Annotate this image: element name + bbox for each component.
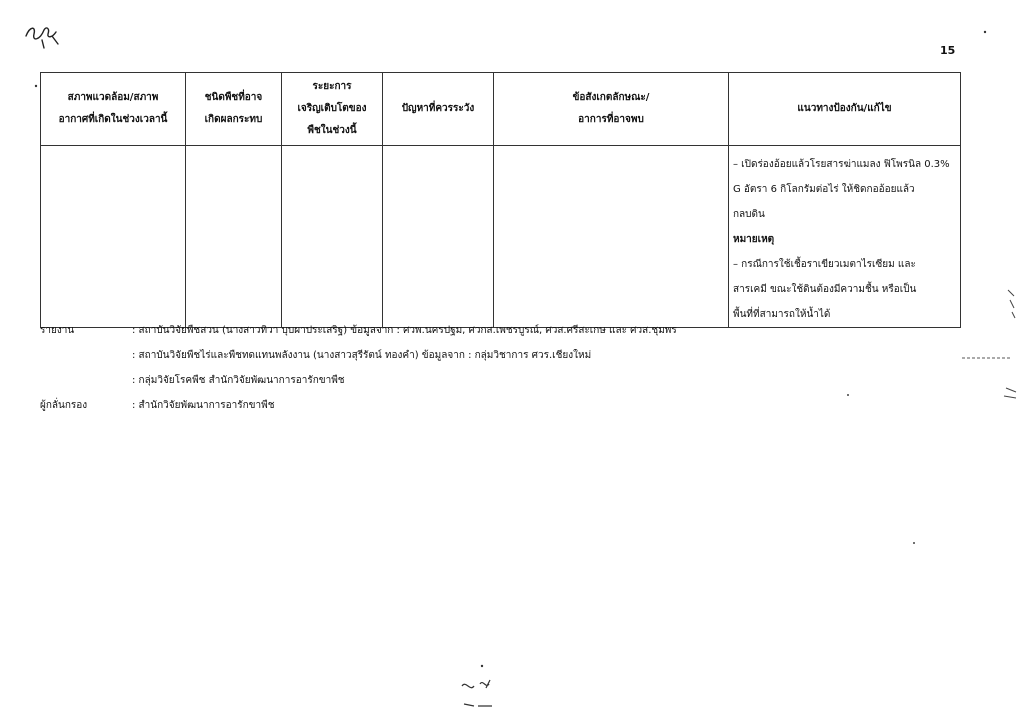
header-symptoms xyxy=(494,73,729,146)
screen-text: : สำนักวิจัยพัฒนาการอารักขาพืช xyxy=(132,400,275,411)
signature-mark xyxy=(22,22,64,50)
report-row-2 xyxy=(40,343,960,368)
header-crop-line2: เกิดผลกระทบ xyxy=(204,114,263,125)
note-line: พื้นที่ที่สามารถให้น้ำได้ xyxy=(733,309,831,320)
cell-prevention xyxy=(729,146,961,328)
header-problems xyxy=(383,73,494,146)
header-crop-line1: ชนิดพืชที่อาจ xyxy=(204,92,263,103)
prevention-line: – เปิดร่องอ้อยแล้วโรยสารฆ่าแมลง ฟิโพรนิล 0.3% xyxy=(733,159,950,170)
header-prevention xyxy=(729,73,961,146)
header-growth-line1: ระยะการ xyxy=(312,81,352,92)
cell-symptoms xyxy=(494,146,729,328)
header-symptoms-line1: ข้อสังเกตลักษณะ/ xyxy=(572,92,650,103)
screen-label: ผู้กลั่นกรอง xyxy=(40,400,88,411)
report-label: รายงาน xyxy=(40,325,75,336)
header-environment-line1: สภาพแวดล้อม/สภาพ xyxy=(67,92,159,103)
header-growth-line3: พืชในช่วงนี้ xyxy=(307,125,357,136)
report-source-2: : สถาบันวิจัยพืชไร่และพืชทดแทนพลังงาน (นางสาวสุรีรัตน์ ทองคำ) ข้อมูลจาก : กลุ่มวิชาการ ศวร.เชียงใหม่ xyxy=(132,350,592,361)
report-row-3 xyxy=(40,368,960,393)
note-line: – กรณีการใช้เชื้อราเขียวเมตาไรเซียม และ xyxy=(733,259,916,270)
header-growth-line2: เจริญเติบโตของ xyxy=(297,103,367,114)
page-number: 15 xyxy=(940,44,956,57)
report-source-1: : สถาบันวิจัยพืชสวน (นางสาวทิวา บุบผาประเสริฐ) ข้อมูลจาก : ศวพ.นครปฐม, ศวกส.เพชรบูรณ์, ศวส.ศรีสะเกษ และ ศวส.ชุมพร xyxy=(132,325,677,336)
note-heading: หมายเหตุ xyxy=(733,234,775,245)
cell-environment xyxy=(41,146,186,328)
report-source-3: : กลุ่มวิจัยโรคพืช สำนักวิจัยพัฒนาการอารักขาพืช xyxy=(132,375,345,386)
stamp-mark xyxy=(456,664,506,714)
cell-growth-stage xyxy=(282,146,383,328)
cell-crop-type xyxy=(186,146,282,328)
header-environment-line2: อากาศที่เกิดในช่วงเวลานี้ xyxy=(58,114,168,125)
screen-row xyxy=(40,393,960,418)
report-footer xyxy=(40,318,960,418)
header-crop-type xyxy=(186,73,282,146)
prevention-line: กลบดิน xyxy=(733,209,765,220)
header-prevention-line1: แนวทางป้องกัน/แก้ไข xyxy=(797,103,892,114)
prevention-line: G อัตรา 6 กิโลกรัมต่อไร่ ให้ชิดกออ้อยแล้ว xyxy=(733,184,915,195)
note-line: สารเคมี ขณะใช้ดินต้องมีความชื้น หรือเป็น xyxy=(733,284,917,295)
report-row-1 xyxy=(40,318,960,343)
header-growth-stage xyxy=(282,73,383,146)
table-row xyxy=(41,146,961,328)
header-problems-line1: ปัญหาที่ควรระวัง xyxy=(401,103,475,114)
header-symptoms-line2: อาการที่อาจพบ xyxy=(578,114,644,125)
cell-problems xyxy=(383,146,494,328)
table-header-row xyxy=(41,73,961,146)
report-table xyxy=(40,72,961,328)
header-environment xyxy=(41,73,186,146)
